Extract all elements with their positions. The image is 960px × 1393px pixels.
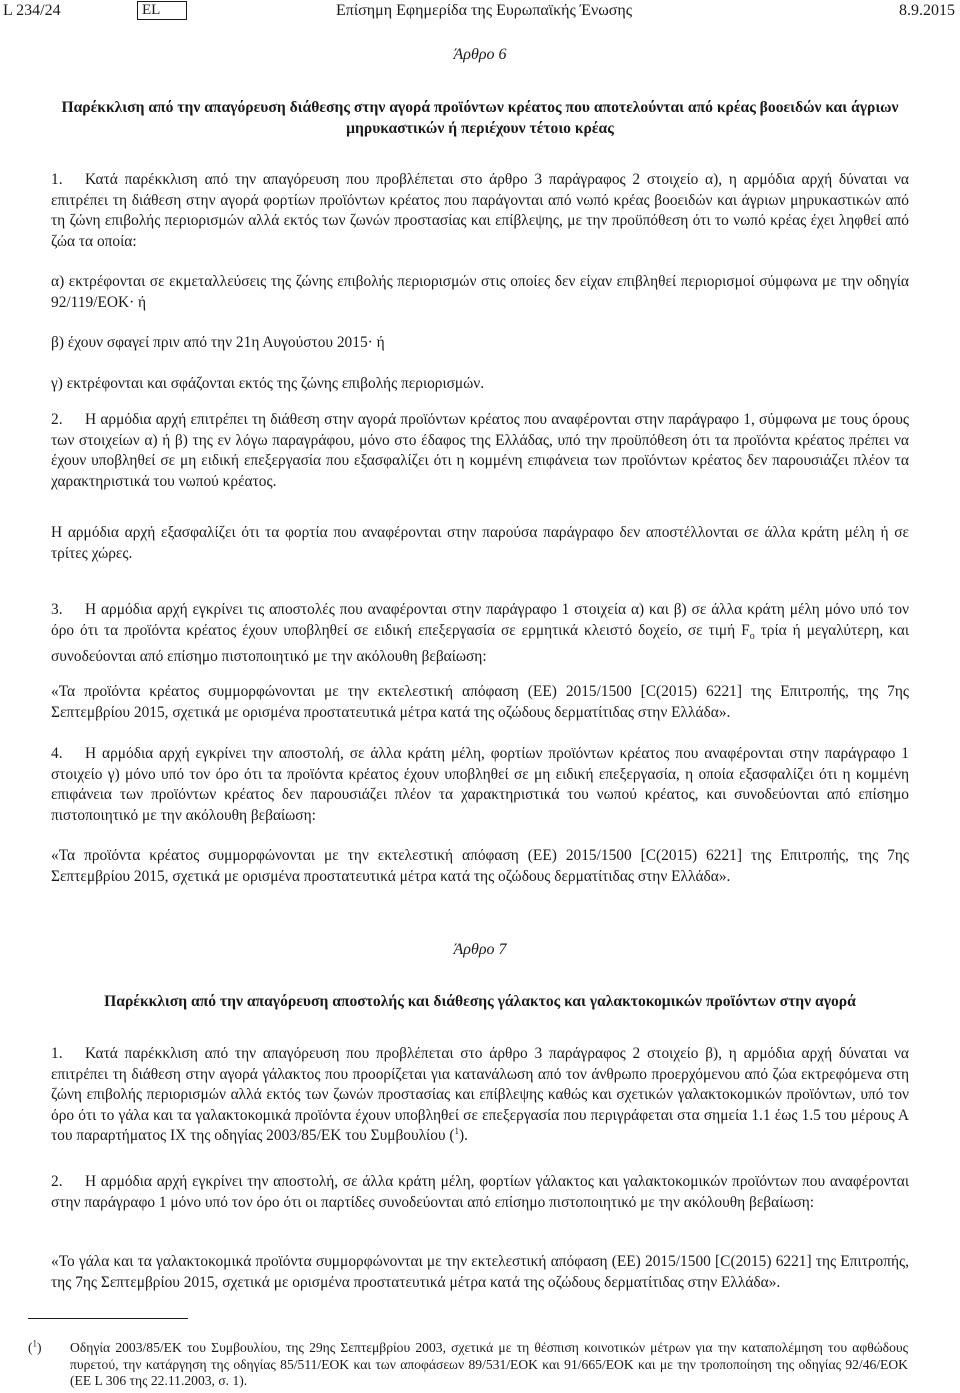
article-7-paragraph-2 <box>51 1172 909 1213</box>
page-header <box>3 0 955 22</box>
footnote-marker: ($^1$) <box>28 1338 42 1355</box>
article-7-paragraph-2-quote: «Το γάλα και τα γαλακτοκομικά προϊόντα συμμορφώνονται με την εκτελεστική απόφαση (ΕΕ) 2015/1500 [C(2015) 6221] της Επιτροπής, της 7ης Σεπτεμβρίου 2015, σχετικά με ορισμένα προστατευτικά μέτρα κατά της οζώδους δερματίτιδας στην Ελλάδα». <box>51 1253 909 1291</box>
paragraph-number: 1. <box>51 1045 63 1062</box>
paragraph-text: Η αρμόδια αρχή εγκρίνει την αποστολή, σε άλλα κράτη μέλη, φορτίων γάλακτος και γαλακτοκομικών προϊόντων που αναφέρονται στην παράγραφο 1 μόνο υπό τον όρο ότι οι παρτίδες συνοδεύονται από επίσημο πιστοποιητικό με την ακόλουθη βεβαίωση: <box>51 1173 909 1211</box>
footnote-separator <box>28 1318 188 1319</box>
paragraph-number: 3. <box>51 601 63 618</box>
paragraph-number: 4. <box>51 745 63 762</box>
journal-title: Επίσημη Εφημερίδα της Ευρωπαϊκής Ένωσης <box>336 2 633 19</box>
paragraph-text: Η αρμόδια αρχή εγκρίνει την αποστολή, σε άλλα κράτη μέλη, φορτίων προϊόντων κρέατος που αναφέρονται στην παράγραφο 1 στοιχείο γ) μόνο υπό τον όρο ότι τα προϊόντα κρέατος έχουν υποβληθεί σε μη ειδική επεξεργασία, η οποία εξασφαλίζει ότι η κομμένη επιφάνεια των προϊόντων κρέατος δεν παρουσιάζει πλέον τα χαρακτηριστικά του νωπού κρέατος, και συνοδεύονται από επίσημο πιστοποιητικό με την ακόλουθη βεβαίωση: <box>51 745 909 824</box>
article-6-heading: Παρέκκλιση από την απαγόρευση διάθεσης στην αγορά προϊόντων κρέατος που αποτελούνται από κρέας βοοειδών και άγριων μηρυκαστικών ή περιέχουν τέτοιο κρέας <box>61 99 899 137</box>
article-6-paragraph-3-quote: «Τα προϊόντα κρέατος συμμορφώνονται με την εκτελεστική απόφαση (ΕΕ) 2015/1500 [C(2015) 6221] της Επιτροπής, της 7ης Σεπτεμβρίου 2015, σχετικά με ορισμένα προστατευτικά μέτρα κατά της οζώδους δερματίτιδας στην Ελλάδα». <box>51 683 909 721</box>
article-6-label: Άρθρο 6 <box>453 46 507 63</box>
article-6-paragraph-3 <box>51 600 909 668</box>
paragraph-text: Κατά παρέκκλιση από την απαγόρευση που προβλέπεται στο άρθρο 3 παράγραφος 2 στοιχείο α), η αρμόδια αρχή δύναται να επιτρέπει τη διάθεση στην αγορά φορτίων προϊόντων κρέατος που παράγονται από νωπό κρέας βοοειδών και άγριων μηρυκαστικών από τη ζώνη επιβολής περιορισμών αλλά εκτός των ζωνών προστασίας και επίβλεψης, με την προϋπόθεση ότι το νωπό κρέας έχει ληφθεί από ζώα τα οποία: <box>51 171 909 250</box>
paragraph-text: Κατά παρέκκλιση από την απαγόρευση που προβλέπεται στο άρθρο 3 παράγραφος 2 στοιχείο β), η αρμόδια αρχή δύναται να επιτρέπει τη διάθεση στην αγορά γάλακτος που προορίζεται για κατανάλωση από τον άνθρωπο προερχόμενου από ζώα εκτρεφόμενα στη ζώνη επιβολής περιορισμών αλλά εκτός των ζωνών προστασίας και επίβλεψης καθώς και σχετικών γαλακτοκομικών προϊόντων, υπό τον όρο ότι το γάλα και τα γαλακτοκομικά προϊόντα έχουν υποβληθεί σε επεξεργασία που περιγράφεται στα σημεία 1.1 έως 1.5 του μέρους Α του παραρτήματος IX της οδηγίας 2003/85/ΕΚ του Συμβουλίου ( <box>51 1045 909 1144</box>
paragraph-number: 2. <box>51 411 63 428</box>
footnote-text: Οδηγία 2003/85/ΕΚ του Συμβουλίου, της 29ης Σεπτεμβρίου 2003, σχετικά με τη θέσπιση κοινοτικών μέτρων για την καταπολέμηση του αφθώδους πυρετού, την κατάργηση της οδηγίας 85/511/ΕΟΚ και των αποφάσεων 89/531/ΕΟΚ και 91/665/ΕΟΚ και με την τροποποίηση της οδηγίας 92/46/ΕΟΚ (ΕΕ L 306 της 22.11.2003, σ. 1). <box>70 1340 908 1388</box>
paragraph-text: Η αρμόδια αρχή εγκρίνει τις αποστολές που αναφέρονται στην παράγραφο 1 στοιχεία α) και β) σε άλλα κράτη μέλη μόνο υπό τον όρο ότι τα προϊόντα κρέατος έχουν υποβληθεί σε ειδική επεξεργασία σε ερμητικά κλειστό δοχείο, σε τιμή F <box>51 601 909 639</box>
article-6-paragraph-2-second: Η αρμόδια αρχή εξασφαλίζει ότι τα φορτία που αναφέρονται στην παρούσα παράγραφο δεν αποστέλλονται σε άλλα κράτη μέλη ή σε τρίτες χώρες. <box>51 524 909 562</box>
article-7-heading: Παρέκκλιση από την απαγόρευση αποστολής και διάθεσης γάλακτος και γαλακτοκομικών προϊόντων στην αγορά <box>104 993 856 1010</box>
article-7-label: Άρθρο 7 <box>453 941 507 958</box>
article-6-paragraph-4-quote: «Τα προϊόντα κρέατος συμμορφώνονται με την εκτελεστική απόφαση (ΕΕ) 2015/1500 [C(2015) 6221] της Επιτροπής, της 7ης Σεπτεμβρίου 2015, σχετικά με ορισμένα προστατευτικά μέτρα κατά της οζώδους δερματίτιδας στην Ελλάδα». <box>51 847 909 885</box>
article-6-paragraph-1 <box>51 170 909 252</box>
footnote-reference[interactable]: 1 <box>454 1125 459 1136</box>
article-6-paragraph-4 <box>51 744 909 826</box>
f-value-subscript: o <box>749 630 755 642</box>
paragraph-text-end: ). <box>459 1127 468 1144</box>
article-6-paragraph-2 <box>51 410 909 492</box>
publication-date: 8.9.2015 <box>899 2 955 19</box>
paragraph-number: 1. <box>51 171 63 188</box>
article-6-item-b: β) έχουν σφαγεί πριν από την 21η Αυγούστου 2015· ή <box>51 334 385 351</box>
language-code-box: EL <box>137 1 187 20</box>
paragraph-text: Η αρμόδια αρχή επιτρέπει τη διάθεση στην αγορά προϊόντων κρέατος που αναφέρονται στην παράγραφο 1, σύμφωνα με τους όρους των στοιχείων α) ή β) της εν λόγω παραγράφου, μόνο στο έδαφος της Ελλάδας, υπό την προϋπόθεση ότι τα προϊόντα κρέατος πρέπει να έχουν υποβληθεί σε μη ειδική επεξεργασία που εξασφαλίζει ότι η κομμένη επιφάνεια των προϊόντων κρέατος δεν παρουσιάζει πλέον τα χαρακτηριστικά του νωπού κρέατος. <box>51 411 909 490</box>
paragraph-text-continued: τρία ή μεγαλύτερη, και συνοδεύονται από επίσημο πιστοποιητικό με την ακόλουθη βεβαίωση: <box>51 621 909 666</box>
article-6-item-c: γ) εκτρέφονται και σφάζονται εκτός της ζώνης επιβολής περιορισμών. <box>51 375 485 392</box>
footnote-1 <box>28 1340 908 1390</box>
article-7-paragraph-1 <box>51 1044 909 1147</box>
paragraph-number: 2. <box>51 1173 63 1190</box>
page-reference: L 234/24 <box>3 2 61 19</box>
article-6-item-a: α) εκτρέφονται σε εκμεταλλεύσεις της ζώνης επιβολής περιορισμών στις οποίες δεν είχαν επιβληθεί περιορισμοί σύμφωνα με την οδηγία 92/119/ΕΟΚ· ή <box>51 273 909 311</box>
